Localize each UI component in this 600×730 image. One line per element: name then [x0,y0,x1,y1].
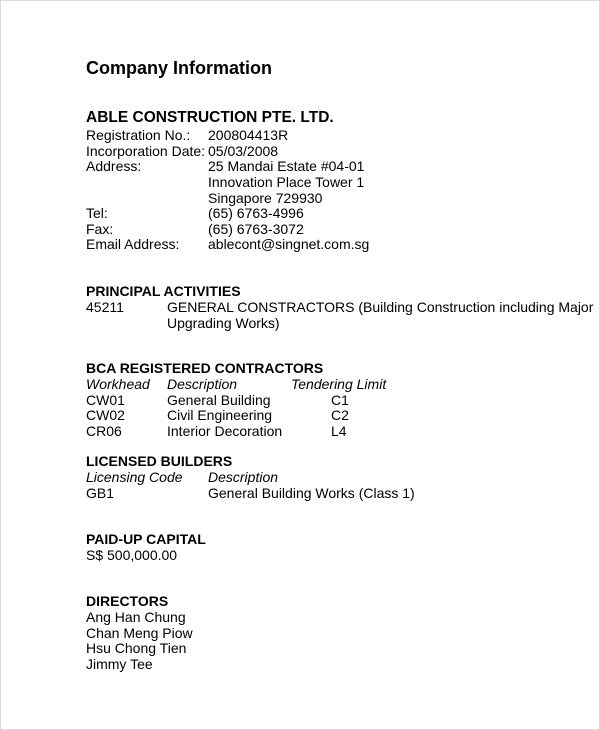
limit-cell: L4 [331,423,347,439]
registration-value: 200804413R [208,127,289,143]
fax-value: (65) 6763-3072 [208,221,304,237]
page-title: Company Information [86,58,273,78]
fax-label: Fax: [86,221,114,237]
company-name: ABLE CONSTRUCTION PTE. LTD. [86,109,334,126]
workhead-cell: CW02 [86,407,125,423]
description-cell: Interior Decoration [167,423,283,439]
incorporation-label: Incorporation Date: [86,143,206,159]
col-licensing-code: Licensing Code [86,469,183,485]
description-cell: Civil Engineering [167,407,273,423]
bca-heading: BCA REGISTERED CONTRACTORS [86,360,324,376]
principal-activities-heading: PRINCIPAL ACTIVITIES [86,283,241,299]
address-line: Innovation Place Tower 1 [208,174,365,190]
registration-label: Registration No.: [86,127,191,143]
paid-up-capital-heading: PAID-UP CAPITAL [86,531,206,547]
directors-heading: DIRECTORS [86,593,169,609]
limit-cell: C2 [331,407,349,423]
activity-description-cont: Upgrading Works) [167,315,280,331]
licensing-description-cell: General Building Works (Class 1) [208,485,415,501]
licensing-code-cell: GB1 [86,485,115,501]
description-cell: General Building [167,392,271,408]
email-value: ablecont@singnet.com.sg [208,236,370,252]
director-name: Ang Han Chung [86,609,186,625]
workhead-cell: CW01 [86,392,125,408]
director-name: Hsu Chong Tien [86,640,187,656]
director-name: Chan Meng Piow [86,625,193,641]
col-tendering-limit: Tendering Limit [291,376,387,392]
col-workhead: Workhead [86,376,150,392]
incorporation-value: 05/03/2008 [208,143,279,159]
tel-label: Tel: [86,205,108,221]
activity-description: GENERAL CONSTRACTORS (Building Construction including Major [167,299,594,315]
address-line: Singapore 729930 [208,190,323,206]
tel-value: (65) 6763-4996 [208,205,304,221]
address-label: Address: [86,158,142,174]
col-description: Description [167,376,238,392]
director-name: Jimmy Tee [86,656,153,672]
activity-code: 45211 [86,299,124,315]
workhead-cell: CR06 [86,423,122,439]
paid-up-capital-value: S$ 500,000.00 [86,547,178,563]
email-label: Email Address: [86,236,180,252]
limit-cell: C1 [331,392,349,408]
address-line: 25 Mandai Estate #04-01 [208,158,365,174]
col-description: Description [208,469,279,485]
licensed-builders-heading: LICENSED BUILDERS [86,453,233,469]
